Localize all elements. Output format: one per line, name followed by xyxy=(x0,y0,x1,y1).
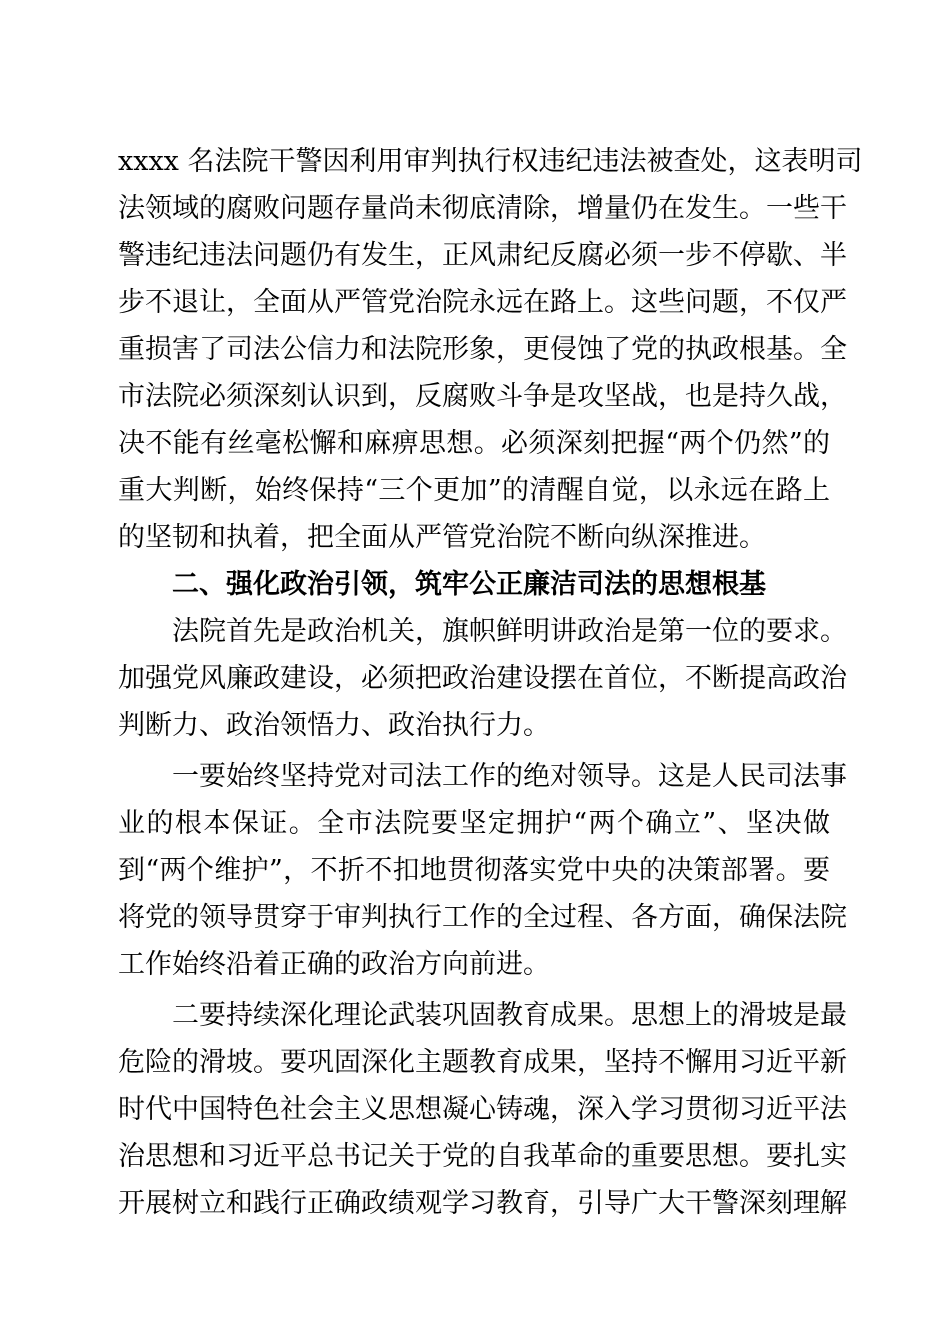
paragraph-1 xyxy=(118,138,863,561)
text-line: 的坚韧和执着，把全面从严管党治院不断向纵深推进。 xyxy=(118,522,766,553)
heading-text: 二、强化政治引领，筑牢公正廉洁司法的思想根基 xyxy=(172,569,766,600)
paragraph-2 xyxy=(118,608,847,749)
text-line: xxxx 名法院干警因利用审判执行权违纪违法被查处，这表明司 xyxy=(118,146,863,177)
text-line: 工作始终沿着正确的政治方向前进。 xyxy=(118,949,550,980)
text-line: 法领域的腐败问题存量尚未彻底清除，增量仍在发生。一些干 xyxy=(118,193,847,224)
paragraph-4 xyxy=(118,992,847,1227)
text-line: 二要持续深化理论武装巩固教育成果。思想上的滑坡是最 xyxy=(172,1000,847,1031)
text-line: 步不退让，全面从严管党治院永远在路上。这些问题，不仅严 xyxy=(118,287,847,318)
text-line: 一要始终坚持党对司法工作的绝对领导。这是人民司法事 xyxy=(172,761,847,792)
paragraph-3 xyxy=(118,753,847,988)
text-line: 判断力、政治领悟力、政治执行力。 xyxy=(118,710,550,741)
text-line: 法院首先是政治机关，旗帜鲜明讲政治是第一位的要求。 xyxy=(172,616,847,647)
text-line: 加强党风廉政建设，必须把政治建设摆在首位，不断提高政治 xyxy=(118,663,847,694)
text-line: 业的根本保证。全市法院要坚定拥护“两个确立”、坚决做 xyxy=(118,808,830,839)
document-page xyxy=(118,138,863,1227)
text-line: 将党的领导贯穿于审判执行工作的全过程、各方面，确保法院 xyxy=(118,902,847,933)
text-line: 市法院必须深刻认识到，反腐败斗争是攻坚战，也是持久战， xyxy=(118,381,847,412)
text-line: 危险的滑坡。要巩固深化主题教育成果，坚持不懈用习近平新 xyxy=(118,1047,847,1078)
section-heading xyxy=(118,561,830,608)
text-line: 时代中国特色社会主义思想凝心铸魂，深入学习贯彻习近平法 xyxy=(118,1094,847,1125)
text-line: 警违纪违法问题仍有发生，正风肃纪反腐必须一步不停歇、半 xyxy=(118,240,847,271)
text-line: 到“两个维护”，不折不扣地贯彻落实党中央的决策部署。要 xyxy=(118,855,830,886)
text-line: 决不能有丝毫松懈和麻痹思想。必须深刻把握“两个仍然”的 xyxy=(118,428,830,459)
text-line: 重损害了司法公信力和法院形象，更侵蚀了党的执政根基。全 xyxy=(118,334,847,365)
text-line: 治思想和习近平总书记关于党的自我革命的重要思想。要扎实 xyxy=(118,1141,847,1172)
text-line: 开展树立和践行正确政绩观学习教育，引导广大干警深刻理解 xyxy=(118,1188,847,1219)
text-line: 重大判断，始终保持“三个更加”的清醒自觉，以永远在路上 xyxy=(118,475,830,506)
